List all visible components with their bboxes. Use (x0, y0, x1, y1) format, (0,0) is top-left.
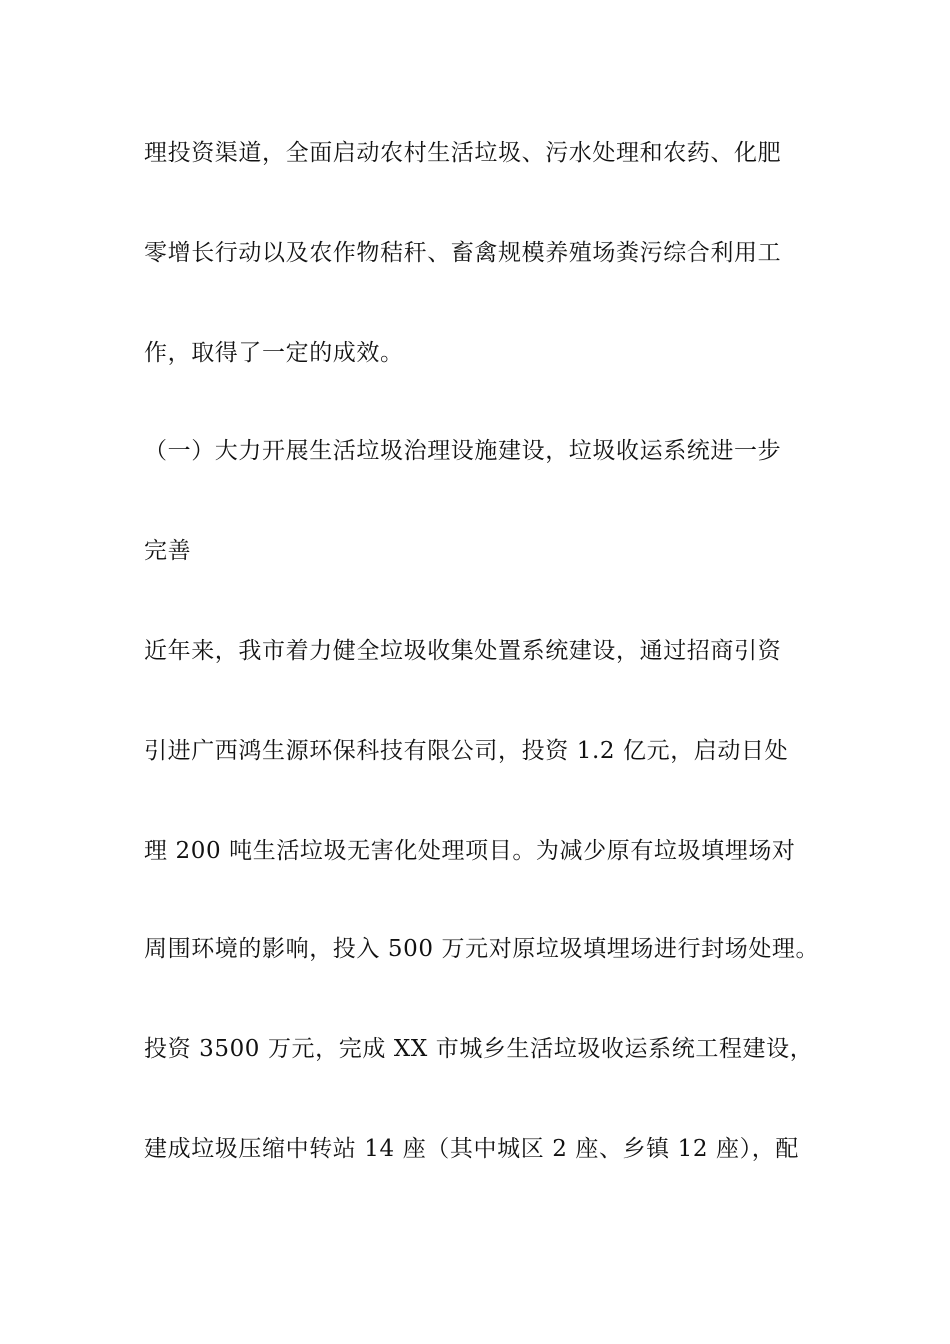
paragraph-line: 建成垃圾压缩中转站 14 座（其中城区 2 座、乡镇 12 座），配 (144, 1136, 799, 1162)
paragraph-line: 引进广西鸿生源环保科技有限公司，投资 1.2 亿元，启动日处 (144, 738, 789, 764)
paragraph-line: 投资 3500 万元，完成 XX 市城乡生活垃圾收运系统工程建设， (144, 1036, 814, 1062)
paragraph-line: 零增长行动以及农作物秸秆、畜禽规模养殖场粪污综合利用工 (144, 240, 782, 266)
paragraph-line: 近年来，我市着力健全垃圾收集处置系统建设，通过招商引资 (144, 638, 782, 664)
paragraph-line: 理 200 吨生活垃圾无害化处理项目。为减少原有垃圾填埋场对 (144, 838, 796, 864)
paragraph-line: 理投资渠道，全面启动农村生活垃圾、污水处理和农药、化肥 (144, 140, 782, 166)
section-heading-continued: 完善 (144, 538, 192, 564)
section-heading: （一）大力开展生活垃圾治理设施建设，垃圾收运系统进一步 (144, 438, 782, 464)
paragraph-line: 作，取得了一定的成效。 (144, 340, 404, 366)
paragraph-line: 周围环境的影响，投入 500 万元对原垃圾填埋场进行封场处理。 (144, 936, 820, 962)
